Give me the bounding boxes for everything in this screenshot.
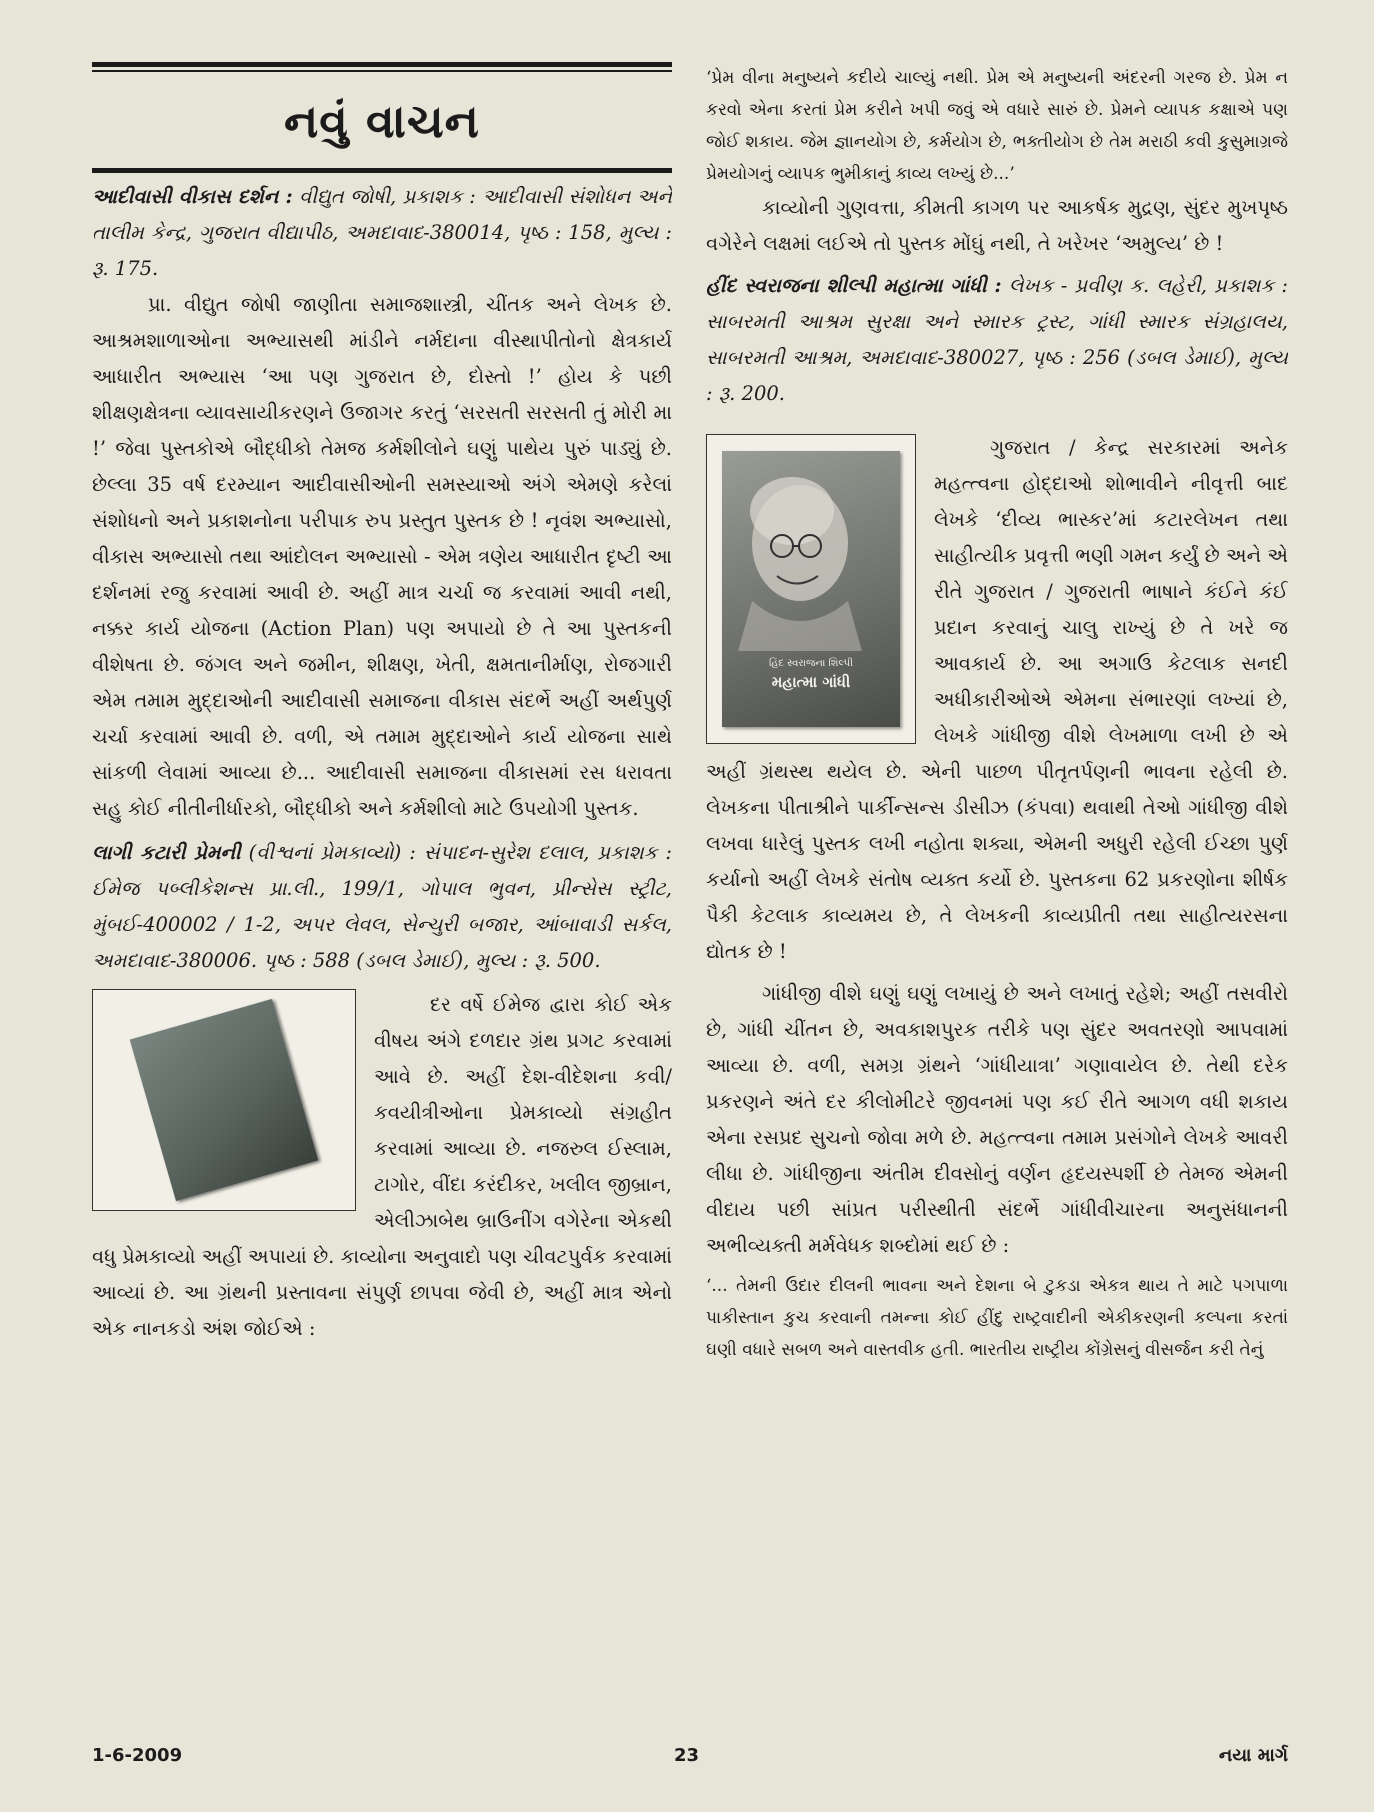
gandhi-book-cover [722, 451, 900, 727]
prem-book-cover [130, 999, 319, 1201]
left-column [92, 62, 672, 1702]
title-rule [92, 168, 672, 173]
gandhi-book-cover-image [706, 434, 916, 744]
section-title: નવું વાચન [284, 94, 480, 148]
review3-body: ગુજરાત / કેન્દ્ર સરકારમાં અનેક મહત્ત્વના હોદ્દાઓ શોભાવીને નીવૃત્તી બાદ લેખકે ‘દીવ્ય ભાસ્કર’માં કટારલેખન તથા સાહીત્યીક પ્રવૃત્તી ભણી ગમન કર્યું છે અને એ રીતે ગુજરાત / ગુજરાતી ભાષાને કંઈને કંઈ પ્રદાન કરવાનું ચાલુ રાખ્યું છે તે ખરે જ આવકાર્ય છે. આ અગાઉ કેટલાક સનદી અધીકારીઓએ એમના સંભારણાં લખ્યાં છે, લેખકે ગાંધીજી વીશે લેખમાળા લખી છે એ અહીં ગ્રંથસ્થ થયેલ છે. એની પાછળ પીતૃતર્પણની ભાવના રહેલી છે. લેખકના પીતાશ્રીને પાર્કીન્સન્સ ડીસીઝ (કંપવા) થવાથી તેઓ ગાંધીજી વીશે લખવા ધારેલું પુસ્તક લખી નહોતા શક્યા, એમની અધુરી રહેલી ઈચ્છા પુર્ણ કર્યાનો અહીં લેખકે સંતોષ વ્યક્ત કર્યો છે. પુસ્તકના 62 પ્રકરણોના શીર્ષક પૈકી કેટલાક કાવ્યમય છે, તે લેખકની કાવ્યપ્રીતી તથા સાહીત્યરસના દ્યોતક છે ! [706, 436, 1288, 963]
footer-date: 1-6-2009 [92, 1745, 183, 1766]
review3-body2: ગાંધીજી વીશે ઘણું ઘણું લખાયું છે અને લખાતું રહેશે; અહીં તસવીરો છે, ગાંધી ચીંતન છે, અવકાશપુરક તરીકે પણ સુંદર અવતરણો આપવામાં આવ્યા છે. વળી, સમગ્ર ગ્રંથને ‘ગાંધીયાત્રા’ ગણાવાયેલ છે. તેથી દરેક પ્રકરણને અંતે દર કીલોમીટરે જીવનમાં પણ કઈ રીતે આગળ વધી શકાય એના રસપ્રદ સુચનો જોવા મળે છે. મહત્ત્વના તમામ પ્રસંગોને લેખકે આવરી લીધા છે. ગાંધીજીના અંતીમ દીવસોનું વર્ણન હૃદયસ્પર્શી છે તેમજ એમની વીદાય પછી સાંપ્રત પરીસ્થીતી સંદર્ભે ગાંધીવીચારના અનુસંધાનની અભીવ્યક્તી મર્મવેધક શબ્દોમાં થઈ છે : [706, 982, 1288, 1257]
review3-reference [706, 268, 1288, 412]
gandhi-quote: ‘... તેમની ઉદાર દીલની ભાવના અને દેશના બે ટુકડા એકત્ર થાય તે માટે પગપાળા પાકીસ્તાન કુચ કરવાની તમન્ના કોઈ હીંદુ રાષ્ટ્રવાદીની એકીકરણની કલ્પના કરતાં ઘણી વધારે સબળ અને વાસ્તવીક હતી. ભારતીય રાષ્ટ્રીય કોંગ્રેસનું વીસર્જન કરી તેનું [706, 1276, 1288, 1360]
review2-body: દર વર્ષે ઈમેજ દ્વારા કોઈ એક વીષય અંગે દળદાર ગ્રંથ પ્રગટ કરવામાં આવે છે. અહીં દેશ-વીદેશના કવી/કવયીત્રીઓના પ્રેમકાવ્યો સંગ્રહીત કરવામાં આવ્યા છે. નજરુલ ઈસ્લામ, ટાગોર, વીંદા કરંદીકર, ખલીલ જીબ્રાન, એલીઝાબેથ બ્રાઉનીંગ વગેરેના એકથી વધુ પ્રેમકાવ્યો અહીં અપાયાં છે. કાવ્યોના અનુવાદો પણ ચીવટપુર્વક કરવામાં આવ્યાં છે. આ ગ્રંથની પ્રસ્તાવના સંપુર્ણ છાપવા જેવી છે, અહીં માત્ર એનો એક નાનકડો અંશ જોઈએ : [92, 993, 672, 1340]
review1-book-details: વીદ્યુત જોષી, પ્રકાશક : આદીવાસી સંશોધન અને તાલીમ કેન્દ્ર, ગુજરાત વીદ્યાપીઠ, અમદાવાદ-380014, પૃષ્ઠ : 158, મુલ્ય : રૂ. 175. [92, 185, 672, 280]
review1-reference [92, 179, 672, 287]
prem-book-cover-image [92, 989, 356, 1211]
top-rule [92, 62, 672, 67]
review3-book-details: લેખક - પ્રવીણ ક. લહેરી, પ્રકાશક : સાબરમતી આશ્રમ સુરક્ષા અને સ્મારક ટ્રસ્ટ, ગાંધી સ્મારક સંગ્રહાલય, સાબરમતી આશ્રમ, અમદાવાદ-380027, પૃષ્ઠ : 256 (ડબલ ડેમાઈ), મુલ્ય : રૂ. 200. [706, 274, 1288, 405]
gandhi-cover-title: મહાત્મા ગાંધી [771, 673, 851, 691]
footer-magazine-name: નયા માર્ગ [1218, 1745, 1288, 1766]
top-rule-thin [92, 70, 672, 72]
review3-book-title: હીંદ સ્વરાજના શીલ્પી મહાત્મા ગાંધી : [706, 274, 1002, 297]
review1-body: પ્રા. વીદ્યુત જોષી જાણીતા સમાજશાસ્ત્રી, ચીંતક અને લેખક છે. આશ્રમશાળાઓના અભ્યાસથી માંડીને નર્મદાના વીસ્થાપીતોનો ક્ષેત્રકાર્ય આધારીત અભ્યાસ ‘આ પણ ગુજરાત છે, દોસ્તો !’ હોય કે પછી શીક્ષણક્ષેત્રના વ્યાવસાયીકરણને ઉજાગર કરતું ‘સરસતી સરસતી તું મોરી મા !’ જેવા પુસ્તકોએ બૌદ્ધીકો તેમજ કર્મશીલોને ઘણું પાથેય પુરું પાડ્યું છે. છેલ્લા 35 વર્ષ દરમ્યાન આદીવાસીઓની સમસ્યાઓ અંગે એમણે કરેલાં સંશોધનો અને પ્રકાશનોના પરીપાક રુપ પ્રસ્તુત પુસ્તક છે ! નૃવંશ અભ્યાસો, વીકાસ અભ્યાસો તથા આંદોલન અભ્યાસો - એમ ત્રણેય આધારીત દૃષ્ટી આ દર્શનમાં રજુ કરવામાં આવી છે. અહીં માત્ર ચર્ચા જ કરવામાં આવી નથી, નક્કર કાર્ય યોજના (Action Plan) પણ અપાયો છે તે આ પુસ્તકની વીશેષતા છે. જંગલ અને જમીન, શીક્ષણ, ખેતી, ક્ષમતાનીર્માણ, રોજગારી એમ તમામ મુદ્દાઓની આદીવાસી સમાજના વીકાસ સંદર્ભે અહીં અર્થપુર્ણ ચર્ચા કરવામાં આવી છે. વળી, એ તમામ મુદ્દાઓને કાર્ય યોજના સાથે સાંકળી લેવામાં આવ્યા છે... આદીવાસી સમાજના વીકાસમાં રસ ધરાવતા સહુ કોઈ નીતીનીર્ધારકો, બૌદ્ધીકો અને કર્મશીલો માટે ઉપયોગી પુસ્તક. [92, 293, 672, 820]
review2-reference [92, 835, 672, 979]
gandhi-cover-subtitle: હિંદ સ્વરાજના શિલ્પી [769, 658, 853, 669]
prem-preface-quote: ‘પ્રેમ વીના મનુષ્યને કદીયે ચાલ્યું નથી. પ્રેમ એ મનુષ્યની અંદરની ગરજ છે. પ્રેમ ન કરવો એના કરતાં પ્રેમ કરીને ખપી જવું એ વધારે સારું છે. પ્રેમને વ્યાપક કક્ષાએ પણ જોઈ શકાય. જેમ જ્ઞાનયોગ છે, કર્મયોગ છે, ભક્તીયોગ છે તેમ મરાઠી કવી કુસુમાગ્રજે પ્રેમયોગનું વ્યાપક ભુમીકાનું કાવ્ય લખ્યું છે...’ [706, 68, 1288, 184]
page-footer [92, 1745, 1288, 1775]
review2-book-title: લાગી કટારી પ્રેમની [92, 841, 241, 864]
review1-book-title: આદીવાસી વીકાસ દર્શન : [92, 185, 293, 208]
prem-review-conclusion: કાવ્યોની ગુણવત્તા, કીમતી કાગળ પર આકર્ષક મુદ્રણ, સુંદર મુખપૃષ્ઠ વગેરેને લક્ષમાં લઈએ તો પુસ્તક મોંઘું નથી, તે ખરેખર ‘અમુલ્ય’ છે ! [706, 196, 1288, 255]
right-column [706, 62, 1288, 1702]
footer-page-number: 23 [674, 1745, 700, 1766]
review2-book-details: (વીશ્વનાં પ્રેમકાવ્યો) : સંપાદન-સુરેશ દલાલ, પ્રકાશક : ઈમેજ પબ્લીકેશન્સ પ્રા.લી., 199/1, ગોપાલ ભુવન, પ્રીન્સેસ સ્ટ્રીટ, મુંબઈ-400002 / 1-2, અપર લેવલ, સેન્ચુરી બજાર, આંબાવાડી સર્કલ, અમદાવાદ-380006. પૃષ્ઠ : 588 (ડબલ ડેમાઈ), મુલ્ય : રૂ. 500. [92, 841, 672, 972]
